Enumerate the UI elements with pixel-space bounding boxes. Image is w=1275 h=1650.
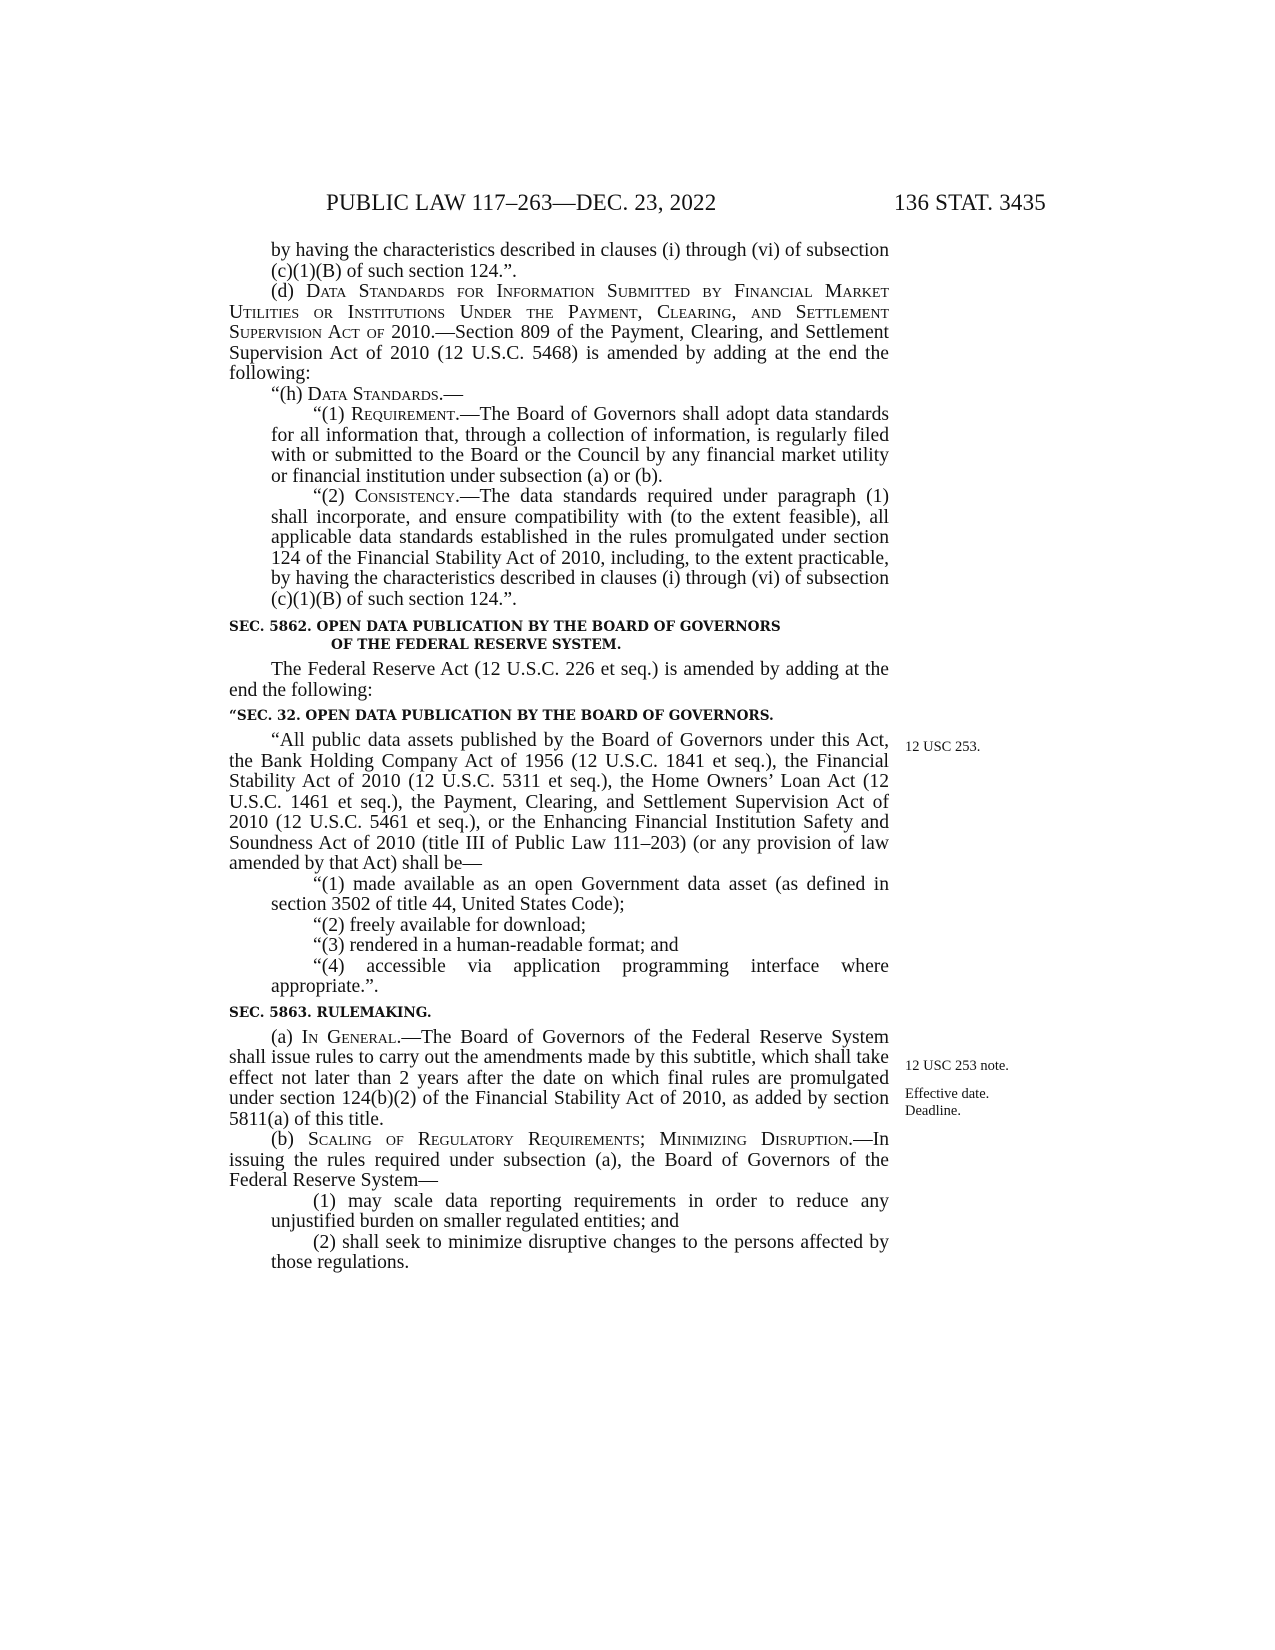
stat-page-number: 136 STAT. 3435 bbox=[894, 190, 1046, 215]
section-5863-heading: SEC. 5863. RULEMAKING. bbox=[229, 1004, 432, 1021]
federal-reserve-act-paragraph: The Federal Reserve Act (12 U.S.C. 226 et seq.) is amended by adding at the end the following: bbox=[229, 659, 889, 701]
subsection-b-item-1: (1) may scale data reporting requirements in order to reduce any unjustified burden on smaller regulated entities; and bbox=[271, 1190, 889, 1232]
public-data-assets-paragraph: “All public data assets published by the Board of Governors under this Act, the Bank Holding Company Act of 1956 (12 U.S.C. 1841 et seq.), the Financial Stability Act of 2010 (12 U.S.C. 5311 et seq.), the Home Owners’ Loan Act (12 U.S.C. 1461 et seq.), the Payment, Clearing, and Settlement Supervision Act of 2010 (12 U.S.C. 5461 et seq.), or the Enhancing Financial Institution Safety and Soundness Act of 2010 (title III of Public Law 111–203) (or any provision of law amended by that Act) shall be— bbox=[229, 730, 889, 874]
list-item-1: “(1) made available as an open Government data asset (as defined in section 3502 of title 44, United States Code); bbox=[271, 873, 889, 915]
running-title: PUBLIC LAW 117–263—DEC. 23, 2022 bbox=[326, 190, 717, 215]
requirement-heading: Requirement. bbox=[350, 404, 460, 425]
list-item-2: “(2) freely available for download; bbox=[313, 914, 587, 936]
consistency-heading: Consistency. bbox=[354, 486, 460, 507]
section-32-heading: “SEC. 32. OPEN DATA PUBLICATION BY THE BOARD OF GOVERNORS. bbox=[229, 708, 774, 724]
continued-paragraph: by having the characteristics described in clauses (i) through (vi) of subsection (c)(1)(B) of such section 124.”. bbox=[271, 240, 889, 282]
subsection-a-heading: In General. bbox=[301, 1026, 402, 1048]
statute-body bbox=[229, 241, 889, 1274]
paragraph-consistency: “(2) Consistency.—The data standards required under paragraph (1) shall incorporate, and ensure compatibility with (to the extent feasible), all applicable data standards established in the rules promulgated under section 124 of the Financial Stability Act of 2010, including, to the extent practicable, by having the characteristics described in clauses (i) through (vi) of subsection (c)(1)(B) of such section 124.”. bbox=[271, 486, 889, 610]
list-item-3: “(3) rendered in a human-readable format; and bbox=[313, 935, 679, 956]
subsection-h-heading: Data Standards. bbox=[307, 383, 444, 405]
margin-note-12-usc-253-note: 12 USC 253 note. bbox=[905, 1058, 1009, 1074]
list-item-4: “(4) accessible via application programming interface where appropriate.”. bbox=[271, 955, 889, 997]
subsection-h: “(h) Data Standards.— bbox=[271, 383, 464, 405]
subsection-d: (d) Data Standards for Information Submitted by Financial Market Utilities or Institutions Under the Payment, Clearing, and Settlement Supervision Act of 2010.—Section 809 of the Payment, Clearing, and Settlement Supervision Act of 2010 (12 U.S.C. 5468) is amended by adding at the end the following: bbox=[229, 281, 890, 384]
page-header bbox=[326, 190, 1046, 216]
subsection-b-item-2: (2) shall seek to minimize disruptive changes to the persons affected by those regulations. bbox=[271, 1231, 889, 1273]
section-5862-heading: SEC. 5862. OPEN DATA PUBLICATION BY THE BOARD OF GOVERNORS OF THE FEDERAL RESERVE SYSTEM. bbox=[229, 619, 781, 653]
margin-note-effective-date: Effective date. Deadline. bbox=[905, 1086, 990, 1119]
subsection-b: (b) Scaling of Regulatory Requirements; Minimizing Disruption.—In issuing the rules required under subsection (a), the Board of Governors of the Federal Reserve System— bbox=[229, 1129, 890, 1191]
margin-note-12-usc-253: 12 USC 253. bbox=[905, 739, 981, 755]
subsection-d-heading: Data Standards for Information Submitted by Financial Market Utilities or Institutions Under the Payment, Clearing, and Settlement Supervision Act of 2010. bbox=[229, 281, 889, 343]
paragraph-requirement: “(1) Requirement.—The Board of Governors shall adopt data standards for all information that, through a collection of information, is regularly filed with or submitted to the Board or the Council by any financial market utility or financial institution under subsection (a) or (b). bbox=[271, 404, 889, 487]
subsection-a: (a) In General.—The Board of Governors of the Federal Reserve System shall issue rules to carry out the amendments made by this subtitle, which shall take effect not later than 2 years after the date on which final rules are promulgated under section 124(b)(2) of the Financial Stability Act of 2010, as added by section 5811(a) of this title. bbox=[229, 1026, 890, 1130]
subsection-b-heading: Scaling of Regulatory Requirements; Minimizing Disruption. bbox=[307, 1129, 854, 1150]
